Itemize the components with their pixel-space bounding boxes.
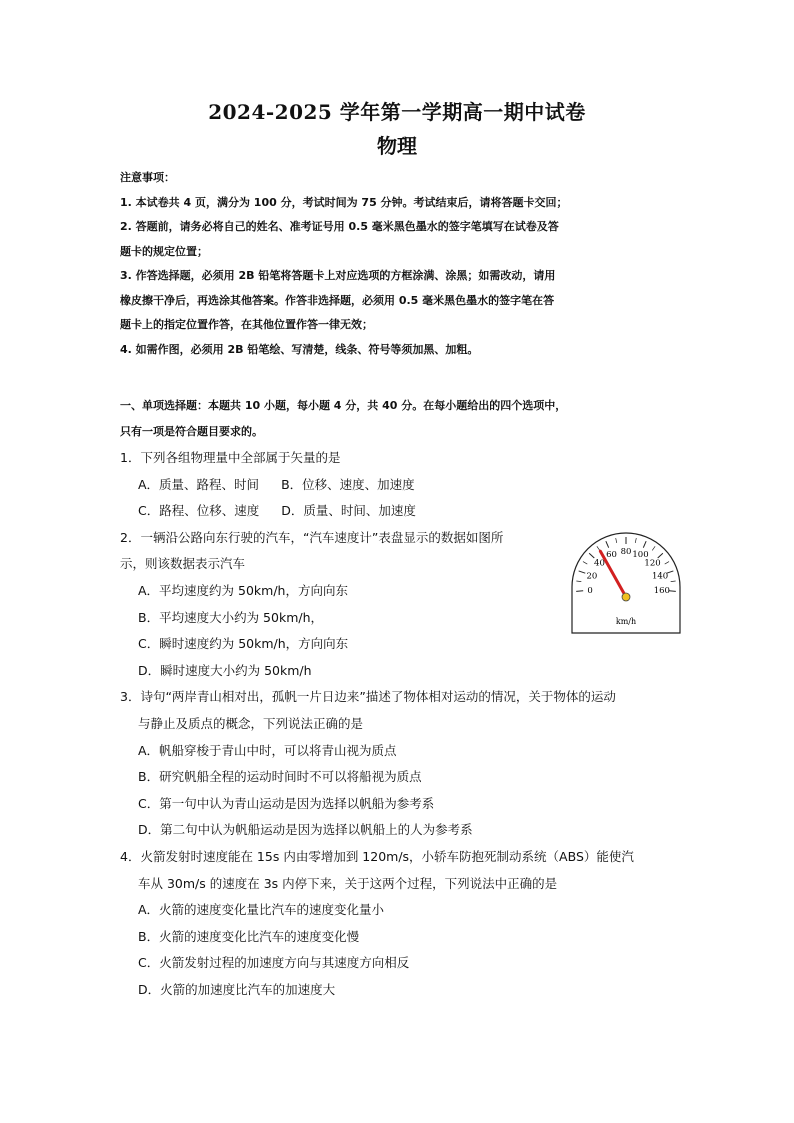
speedometer-tick [579,571,586,573]
speedometer-unit: km/h [615,617,637,626]
speedometer-tick-label: 120 [644,558,661,569]
speedometer-tick [616,538,617,543]
section-heading [120,393,690,445]
note-line: 4. 如需作图，必须用 2B 铅笔绘、写清楚，线条、符号等须加黑、加粗。 [120,342,479,356]
speedometer-tick-label: 100 [632,550,649,561]
speedometer-figure [564,525,688,635]
speedometer-hub [622,593,630,601]
speedometer-tick [576,581,581,582]
question-1-options-row1 [120,472,700,499]
speedometer-tick [658,553,663,558]
speedometer-tick-label: 0 [587,586,593,597]
question-2-stem-cont: 示，则该数据表示汽车 [120,556,246,572]
speedometer-tick [576,591,583,592]
question-1-options-row2 [120,498,700,525]
note-line: 1. 本试卷共 4 页，满分为 100 分，考试时间为 75 分钟。考试结束后，请将答题卡交回； [120,195,568,209]
option-a: A．帆船穿梭于青山中时，可以将青山视为质点 [138,742,397,758]
option-d: D．瞬时速度大小约为 50km/h [138,662,312,678]
option-a: A．平均速度约为 50km/h，方向向东 [138,582,348,598]
option-b: B．平均速度大小约为 50km/h， [138,609,324,625]
speedometer-tick-label: 140 [651,571,669,582]
question-2-stem: 2．一辆沿公路向东行驶的汽车，“汽车速度计”表盘显示的数据如图所 [120,529,504,545]
speedometer-tick-label: 60 [606,550,617,561]
option-c: C．瞬时速度约为 50km/h，方向向东 [138,636,349,652]
option-d: D．火箭的加速度比汽车的加速度大 [138,981,336,997]
exam-title: 2024-2025 学年第一学期高一期中试卷 [208,100,586,124]
note-line: 题卡上的指定位置作答，在其他位置作答一律无效； [120,318,373,331]
speedometer-labels [586,547,669,596]
section-line: 只有一项是符合题目要求的。 [120,425,263,438]
speedometer-tick [583,562,587,565]
option-c: C．路程、位移、速度 [138,503,260,519]
speedometer-tick [665,562,669,565]
option-d: D．质量、时间、加速度 [281,503,416,519]
option-c: C．第一句中认为青山运动是因为选择以帆船为参考系 [138,795,435,811]
exam-subject: 物理 [377,134,417,158]
question-3-stem-cont: 与静止及质点的概念，下列说法正确的是 [138,715,364,731]
question-3-stem: 3．诗句“两岸青山相对出，孤帆一片日边来”描述了物体相对运动的情况，关于物体的运动 [120,689,616,705]
speedometer-tick [635,538,636,543]
note-line: 题卡的规定位置； [120,244,208,258]
note-line: 3. 作答选择题，必须用 2B 铅笔将答题卡上对应选项的方框涂满、涂黑；如需改动，请用 [120,269,556,282]
option-a: A．质量、路程、时间 [138,476,260,492]
option-c: C．火箭发射过程的加速度方向与其速度方向相反 [138,955,410,971]
option-a: A．火箭的速度变化量比汽车的速度变化量小 [138,902,385,918]
option-d: D．第二句中认为帆船运动是因为选择以帆船上的人为参考系 [138,822,473,838]
option-b: B．位移、速度、加速度 [281,476,415,492]
speedometer-tick-label: 160 [653,586,670,597]
question-1-stem: 1．下列各组物理量中全部属于矢量的是 [120,450,341,465]
speedometer-tick [606,541,609,547]
note-line: 橡皮擦干净后，再选涂其他答案。作答非选择题，必须用 0.5 毫米黑色墨水的签字笔在答 [120,293,555,307]
question-4-stem-cont: 车从 30m/s 的速度在 3s 内停下来，关于这两个过程，下列说法中正确的是 [138,875,558,891]
speedometer-tick [671,581,676,582]
notes-heading: 注意事项： [120,171,175,184]
speedometer-tick [589,553,594,558]
option-b: B．研究帆船全程的运动时间时不可以将船视为质点 [138,769,422,785]
note-line: 2. 答题前，请务必将自己的姓名、准考证号用 0.5 毫米黑色墨水的签字笔填写在试卷及答 [120,220,559,233]
speedometer-tick [643,541,646,547]
speedometer-tick [652,546,655,550]
speedometer-tick-label: 80 [620,547,632,557]
speedometer-tick-label: 40 [594,558,605,569]
question-4-stem: 4．火箭发射时速度能在 15s 内由零增加到 120m/s，小轿车防抱死制动系统（ABS）能使汽 [120,848,634,864]
section-line: 一、单项选择题：本题共 10 小题，每小题 4 分，共 40 分。在每小题给出的四个选项中， [120,399,567,412]
speedometer-tick [597,546,600,550]
exam-notes [120,166,680,362]
option-b: B．火箭的速度变化比汽车的速度变化慢 [138,928,360,944]
speedometer-tick-label: 20 [586,571,598,582]
